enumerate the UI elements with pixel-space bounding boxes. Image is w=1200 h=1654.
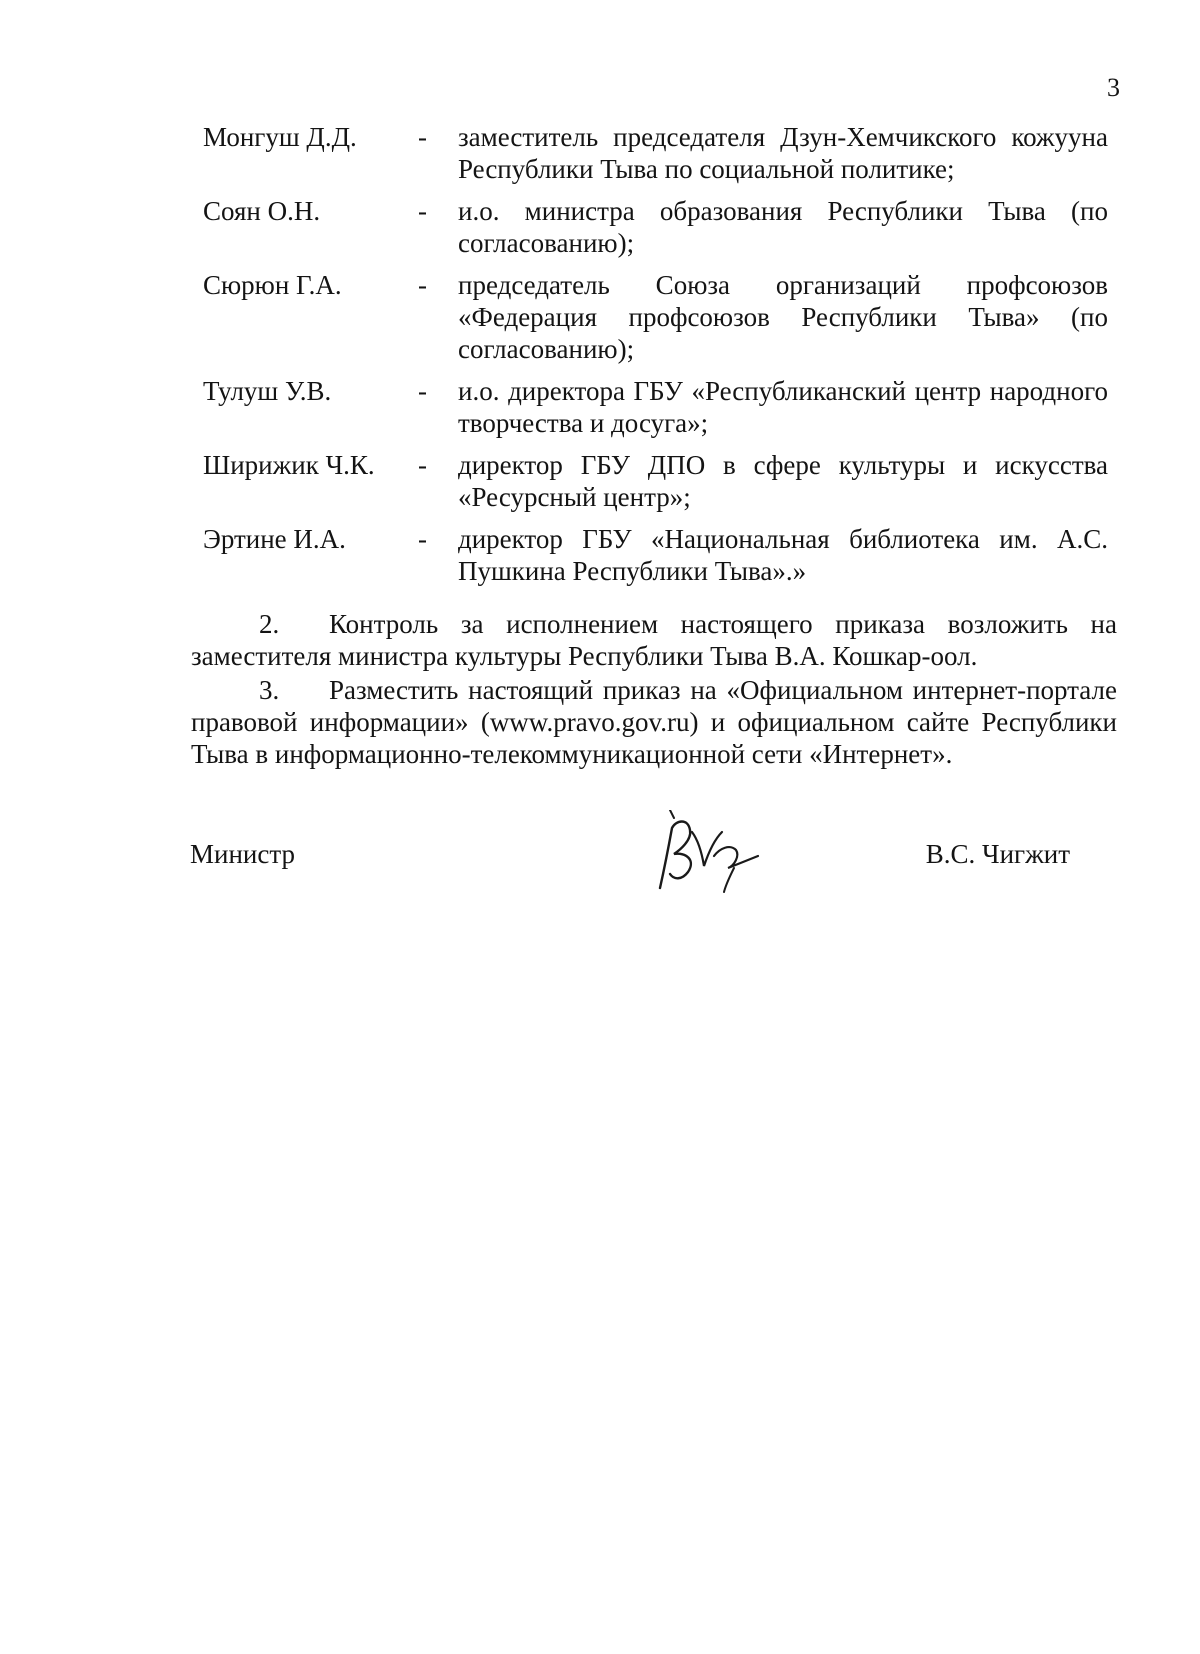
member-row (203, 449, 1108, 513)
page-number: 3 (1107, 73, 1120, 102)
member-name: Монгуш Д.Д. (203, 122, 357, 152)
signer-position: Министр (190, 839, 295, 869)
member-row (203, 523, 1108, 587)
order-paragraphs (191, 608, 1117, 772)
order-paragraph (191, 674, 1117, 770)
paragraph-number: 2. (259, 609, 280, 639)
member-role: директор ГБУ ДПО в сфере культуры и искусства «Ресурсный центр»; (458, 450, 1108, 512)
handwritten-signature-icon (630, 810, 760, 900)
member-dash: - (418, 376, 427, 406)
order-paragraph (191, 608, 1117, 672)
member-row (203, 195, 1108, 259)
member-dash: - (418, 524, 427, 554)
member-name: Эртине И.А. (203, 524, 346, 554)
member-role: и.о. директора ГБУ «Республиканский центр народного творчества и досуга»; (458, 376, 1108, 438)
member-row (203, 121, 1108, 185)
signer-name: В.С. Чигжит (925, 839, 1070, 869)
member-role: директор ГБУ «Национальная библиотека им. А.С. Пушкина Республики Тыва».» (458, 524, 1108, 586)
member-row (203, 269, 1108, 365)
member-name: Соян О.Н. (203, 196, 321, 226)
paragraph-number: 3. (259, 675, 280, 705)
member-name: Сюрюн Г.А. (203, 270, 342, 300)
member-role: заместитель председателя Дзун-Хемчикского кожууна Республики Тыва по социальной политике; (458, 122, 1108, 184)
member-role: председатель Союза организаций профсоюзов «Федерация профсоюзов Республики Тыва» (по согласованию); (458, 270, 1108, 364)
member-row (203, 375, 1108, 439)
paragraph-text: Контроль за исполнением настоящего приказа возложить на заместителя министра культуры Республики Тыва В.А. Кошкар-оол. (191, 609, 1117, 671)
member-dash: - (418, 122, 427, 152)
signature-block (190, 810, 1100, 900)
member-list (203, 121, 1108, 597)
member-dash: - (418, 196, 427, 226)
member-name: Ширижик Ч.К. (203, 450, 375, 480)
member-name: Тулуш У.В. (203, 376, 332, 406)
member-role: и.о. министра образования Республики Тыва (по согласованию); (458, 196, 1108, 258)
member-dash: - (418, 450, 427, 480)
paragraph-text: Разместить настоящий приказ на «Официальном интернет-портале правовой информации» (www.pravo.gov.ru) и официальном сайте Республики Тыва в информационно-телекоммуникационной сети «Интернет». (191, 675, 1117, 769)
member-dash: - (418, 270, 427, 300)
